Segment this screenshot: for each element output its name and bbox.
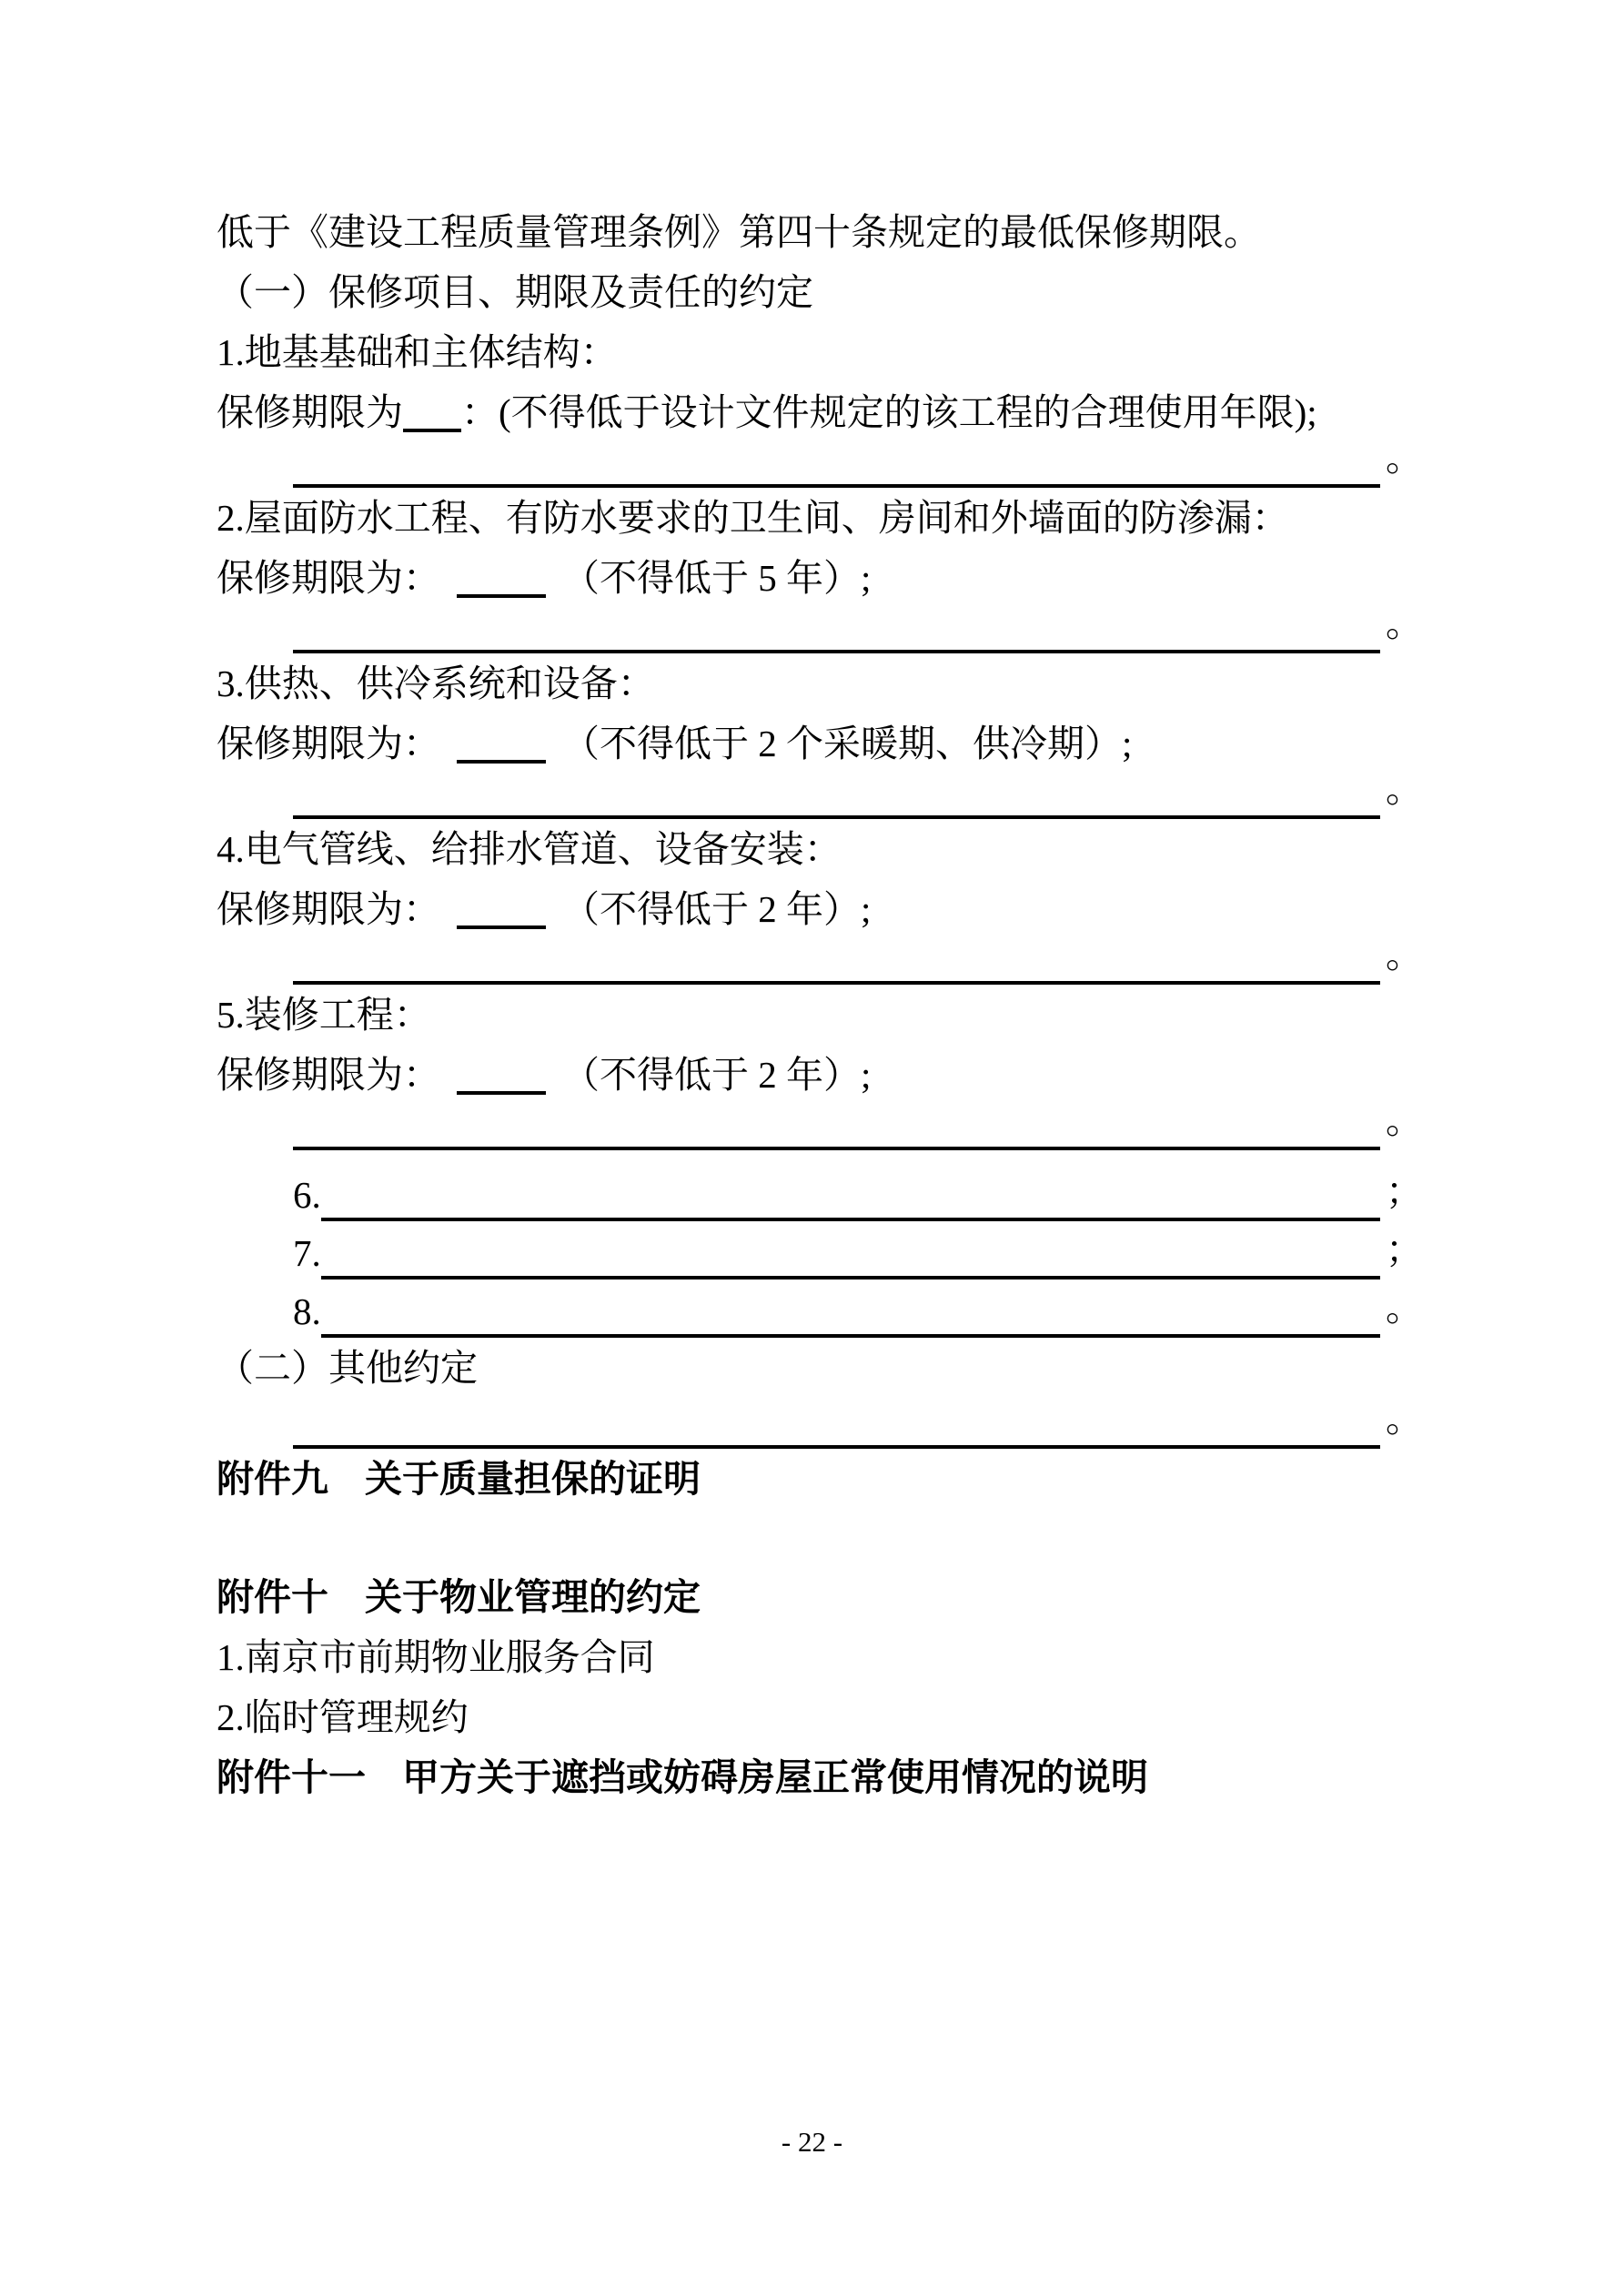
warranty-item-4-term-line: [217, 879, 1423, 939]
warranty-item-3-title: 3.供热、供冷系统和设备：: [217, 663, 655, 704]
attachment-label: 附件十一: [217, 1756, 366, 1798]
response-blank-line: [293, 934, 1423, 985]
blank-underline: [321, 1218, 1380, 1279]
attachment-label: 附件九: [217, 1458, 328, 1500]
warranty-item-2-term-line: [217, 548, 1423, 608]
blank-underline: [321, 1276, 1380, 1338]
page-number: - 22 -: [781, 2126, 843, 2158]
response-blank-line: [293, 1099, 1423, 1150]
blank-underline: [293, 777, 1380, 819]
attachment-ten-item-2: 2.临时管理规约: [217, 1696, 469, 1738]
blank-field: [457, 1064, 546, 1095]
attachment-title: 关于物业管理的约定: [365, 1576, 701, 1618]
warranty-item-3-term-line: [217, 713, 1423, 774]
response-blank-line: [293, 437, 1423, 488]
blank-field: [457, 898, 546, 929]
blank-field: [457, 567, 546, 598]
term-suffix: （不得低于 2 年）;: [562, 888, 872, 930]
numbered-blank-row-7: [293, 1221, 1423, 1279]
attachment-ten-item-1: 1.南京市前期物业服务合同: [217, 1636, 655, 1678]
numbered-blank-label: 8.: [293, 1290, 321, 1332]
attachment-eleven-heading: [217, 1747, 1423, 1807]
line-end-period: 。: [1386, 437, 1423, 479]
warranty-item-1-title: 1.地基基础和主体结构：: [217, 331, 618, 373]
line-end-punct: ；: [1386, 1170, 1423, 1212]
response-blank-line: [293, 602, 1423, 653]
term-prefix: 保修期限为：: [217, 557, 440, 599]
numbered-blank-label: 6.: [293, 1174, 321, 1216]
attachment-ten-heading: [217, 1567, 1423, 1627]
section-two-heading: （二）其他约定: [217, 1347, 478, 1389]
blank-underline: [293, 612, 1380, 653]
response-blank-line: [293, 1398, 1423, 1449]
numbered-blank-row-6: [293, 1163, 1423, 1221]
attachment-title: 甲方关于遮挡或妨碍房屋正常使用情况的说明: [402, 1756, 1148, 1798]
line-end-period: 。: [1386, 1398, 1423, 1440]
line-end-punct: 。: [1386, 1287, 1423, 1329]
blank-underline: [293, 446, 1380, 488]
line-end-period: 。: [1386, 768, 1423, 810]
blank-underline: [293, 1108, 1380, 1150]
attachment-nine-heading: [217, 1449, 1423, 1509]
attachment-label: 附件十: [217, 1576, 328, 1618]
attachment-title: 关于质量担保的证明: [365, 1458, 701, 1500]
blank-field: [403, 401, 461, 432]
warranty-item-5-title: 5.装修工程：: [217, 994, 431, 1036]
term-prefix: 保修期限为：: [217, 1054, 440, 1096]
term-suffix: ：(不得低于设计文件规定的该工程的合理使用年限);: [461, 391, 1317, 433]
term-prefix: 保修期限为：: [217, 888, 440, 930]
paragraph-continuation-line: 低于《建设工程质量管理条例》第四十条规定的最低保修期限。: [217, 211, 1261, 253]
term-prefix: 保修期限为：: [217, 723, 440, 764]
numbered-blank-row-8: [293, 1279, 1423, 1338]
line-end-punct: ；: [1386, 1229, 1423, 1270]
term-suffix: （不得低于 2 年）;: [562, 1054, 872, 1096]
section-one-heading: （一）保修项目、期限及责任的约定: [217, 271, 813, 313]
blank-underline: [293, 943, 1380, 985]
line-end-period: 。: [1386, 602, 1423, 644]
numbered-blank-label: 7.: [293, 1232, 321, 1274]
blank-underline: [293, 1407, 1380, 1449]
warranty-item-1-term-line: [217, 382, 1423, 442]
page-content: [217, 202, 1423, 1807]
warranty-item-2-title: 2.屋面防水工程、有防水要求的卫生间、房间和外墙面的防渗漏：: [217, 497, 1289, 539]
term-prefix: 保修期限为: [217, 391, 403, 433]
line-end-period: 。: [1386, 1099, 1423, 1141]
response-blank-line: [293, 768, 1423, 819]
blank-underline: [321, 1159, 1380, 1221]
warranty-item-5-term-line: [217, 1045, 1423, 1105]
term-suffix: （不得低于 5 年）;: [562, 557, 872, 599]
term-suffix: （不得低于 2 个采暖期、供冷期）;: [562, 723, 1133, 764]
line-end-period: 。: [1386, 934, 1423, 976]
blank-field: [457, 733, 546, 764]
warranty-item-4-title: 4.电气管线、给排水管道、设备安装：: [217, 828, 842, 870]
